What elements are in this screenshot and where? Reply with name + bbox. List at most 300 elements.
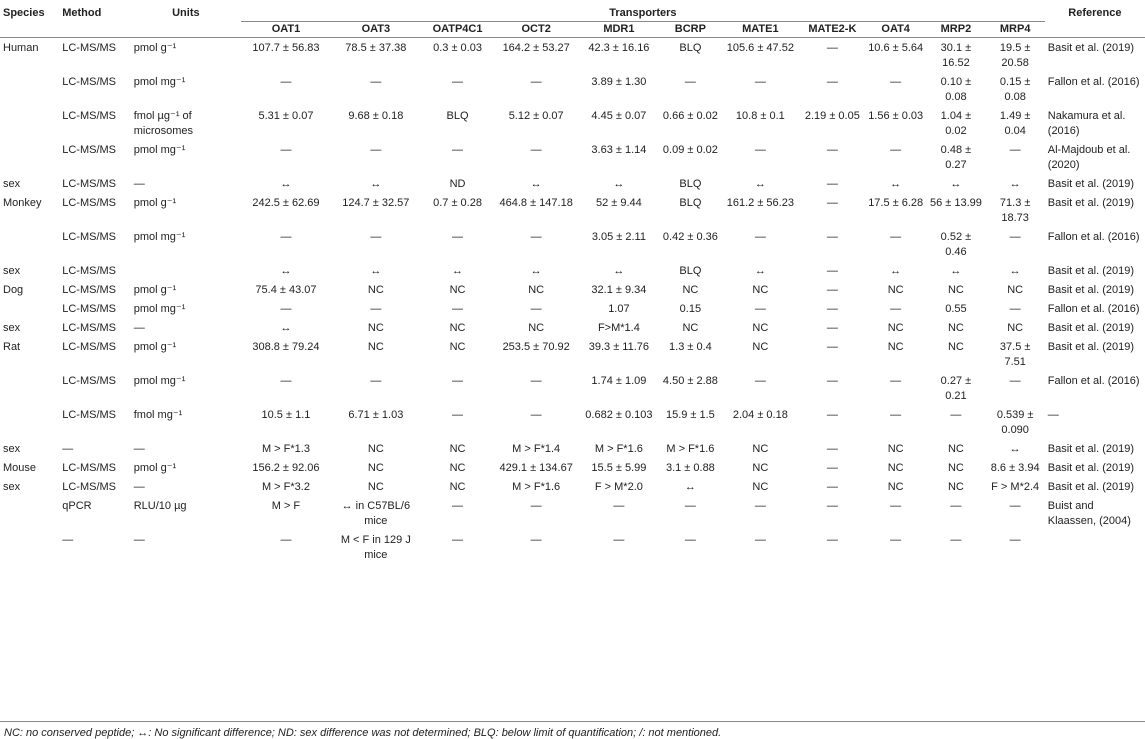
cell-value: ↔ [530,178,542,190]
cell-value: 71.3 ± 18.73 [999,197,1031,224]
cell-value: — [1009,231,1021,243]
cell-value: F > M*2.0 [594,481,643,493]
cell-reference: Fallon et al. (2016) [1047,375,1140,387]
cell-method: LC-MS/MS [62,284,117,296]
cell-value: — [826,197,838,209]
cell-value: M > F*1.6 [594,443,643,455]
table-row [0,371,1145,405]
cell-method: LC-MS/MS [62,481,117,493]
cell-value: ↔ [890,178,902,190]
cell-value: — [826,42,838,54]
cell-method: LC-MS/MS [62,303,117,315]
cell-value: — [280,534,292,546]
table-row [0,280,1145,299]
cell-value: — [754,76,766,88]
cell-value: NC [367,443,384,455]
cell-value: NC [752,284,769,296]
cell-value: ↔ [1009,178,1021,190]
cell-value: — [826,76,838,88]
cell-value: — [370,231,382,243]
cell-value: F>M*1.4 [597,322,640,334]
cell-value: — [754,231,766,243]
header-units: Units [172,7,200,19]
cell-value: — [530,76,542,88]
cell-value: NC [752,481,769,493]
cell-species: sex [3,322,21,334]
cell-value: ↔ [950,178,962,190]
cell-value: 0.09 ± 0.02 [662,144,718,156]
cell-value: — [370,76,382,88]
cell-value: — [370,375,382,387]
cell-value: — [280,76,292,88]
cell-value: NC [449,462,466,474]
cell-method: LC-MS/MS [62,375,117,387]
cell-value: — [890,303,902,315]
cell-value: ↔ [530,265,542,277]
cell-value: — [826,481,838,493]
cell-reference: — [1047,409,1059,421]
header-transporters: Transporters [241,6,1045,22]
cell-method: — [62,443,74,455]
cell-value: NC [947,481,964,493]
cell-value: ↔ [280,265,292,277]
cell-value: NC [682,284,699,296]
cell-value: — [826,443,838,455]
cell-units: — [133,534,145,546]
cell-value: NC [367,284,384,296]
cell-units [131,261,241,280]
table-row [0,174,1145,193]
cell-value: ↔ [370,178,382,190]
cell-method: LC-MS/MS [62,110,117,122]
cell-value: M > F [271,500,301,512]
cell-value: 5.31 ± 0.07 [258,110,314,122]
cell-units: pmol mg⁻¹ [133,144,186,156]
cell-value: M > F*1.3 [261,443,310,455]
cell-value: 0.7 ± 0.28 [433,197,482,209]
header-col-oat3: OAT3 [361,23,391,35]
cell-units: — [133,178,145,190]
cell-value: — [826,284,838,296]
cell-reference: Basit et al. (2019) [1047,265,1134,277]
cell-value: ↔ [1009,443,1021,455]
cell-reference: Al-Majdoub et al. (2020) [1047,144,1131,171]
cell-value: — [1009,534,1021,546]
cell-value: NC [887,284,904,296]
cell-value: — [754,534,766,546]
cell-species: sex [3,481,21,493]
cell-value: — [890,231,902,243]
table-row [0,439,1145,458]
cell-species [0,140,59,174]
cell-units: — [133,481,145,493]
cell-value: ↔ [613,178,625,190]
cell-value: ↔ [370,265,382,277]
cell-value: 2.19 ± 0.05 [804,110,860,122]
table-row [0,106,1145,140]
cell-reference [1045,530,1145,564]
cell-method: LC-MS/MS [62,231,117,243]
cell-value: 464.8 ± 147.18 [499,197,573,209]
table-row [0,261,1145,280]
cell-value: — [890,500,902,512]
cell-species [0,106,59,140]
cell-value: ↔ [754,178,766,190]
cell-value: 0.42 ± 0.36 [662,231,718,243]
cell-value: — [530,534,542,546]
cell-value: NC [449,341,466,353]
cell-value: 0.15 ± 0.08 [999,76,1031,103]
cell-units: RLU/10 µg [133,500,187,512]
cell-value: — [826,409,838,421]
cell-method: LC-MS/MS [62,76,117,88]
cell-units: pmol g⁻¹ [133,42,177,54]
cell-value: — [890,534,902,546]
cell-value: ↔ [452,265,464,277]
cell-value: 52 ± 9.44 [596,197,642,209]
table-row [0,38,1145,73]
cell-value: — [452,231,464,243]
cell-species: Dog [3,284,24,296]
cell-value: 156.2 ± 92.06 [252,462,320,474]
cell-value: — [1009,303,1021,315]
cell-species [0,405,59,439]
cell-value: 0.55 [945,303,967,315]
cell-value: 0.682 ± 0.103 [585,409,653,421]
cell-value: NC [449,481,466,493]
cell-method: LC-MS/MS [62,197,117,209]
cell-value: 1.3 ± 0.4 [669,341,712,353]
cell-species [0,371,59,405]
table-row [0,140,1145,174]
cell-units: pmol g⁻¹ [133,341,177,353]
cell-units: pmol g⁻¹ [133,284,177,296]
header-col-oat4: OAT4 [881,23,910,35]
table-row [0,458,1145,477]
header-col-oatp4c1: OATP4C1 [432,23,483,35]
cell-method: LC-MS/MS [62,341,117,353]
cell-value: ↔ [1009,265,1021,277]
cell-value: — [950,534,962,546]
cell-value: 8.6 ± 3.94 [990,462,1040,474]
cell-species: sex [3,443,21,455]
cell-value: NC [887,462,904,474]
cell-method: LC-MS/MS [62,265,117,277]
cell-value: M > F*1.4 [512,443,561,455]
cell-value: — [826,303,838,315]
cell-value: 3.1 ± 0.88 [665,462,715,474]
cell-value: 4.50 ± 2.88 [662,375,718,387]
cell-value: NC [752,443,769,455]
cell-value: — [452,76,464,88]
cell-value: — [280,231,292,243]
header-row-2 [0,22,1145,38]
cell-value: 308.8 ± 79.24 [252,341,320,353]
header-col-mdr1: MDR1 [603,23,635,35]
cell-species [0,496,59,530]
cell-value: 4.45 ± 0.07 [591,110,647,122]
cell-value: NC [947,341,964,353]
cell-units: pmol mg⁻¹ [133,231,186,243]
cell-value: — [890,375,902,387]
cell-value: — [826,144,838,156]
cell-value: — [530,231,542,243]
table-row [0,318,1145,337]
cell-value: NC [887,322,904,334]
cell-value: 75.4 ± 43.07 [255,284,317,296]
cell-value: M > F*1.6 [666,443,715,455]
header-col-mrp2: MRP2 [940,23,972,35]
cell-value: — [452,375,464,387]
cell-reference: Buist and Klaassen, (2004) [1047,500,1131,527]
cell-value: — [826,534,838,546]
cell-value: NC [367,341,384,353]
cell-method: LC-MS/MS [62,144,117,156]
table-body [0,38,1145,565]
cell-value: 9.68 ± 0.18 [348,110,404,122]
cell-value: NC [947,284,964,296]
cell-value: — [1009,375,1021,387]
cell-value: — [1009,500,1021,512]
cell-value: BLQ [679,42,702,54]
header-species: Species [3,7,45,19]
cell-value: NC [367,481,384,493]
cell-value: M > F*1.6 [512,481,561,493]
cell-value: 0.27 ± 0.21 [940,375,972,402]
cell-value: NC [947,322,964,334]
cell-value: 56 ± 13.99 [929,197,982,209]
cell-value: 17.5 ± 6.28 [868,197,924,209]
header-col-mate1: MATE1 [742,23,779,35]
cell-reference: Fallon et al. (2016) [1047,76,1140,88]
cell-value: 6.71 ± 1.03 [348,409,404,421]
cell-species [0,72,59,106]
cell-reference: Fallon et al. (2016) [1047,231,1140,243]
cell-units: pmol mg⁻¹ [133,76,186,88]
cell-value: — [754,375,766,387]
cell-value: — [950,409,962,421]
header-col-oat1: OAT1 [271,23,301,35]
cell-value: NC [682,322,699,334]
cell-value: — [754,144,766,156]
cell-value: 37.5 ± 7.51 [999,341,1031,368]
cell-value: ↔ in C57BL/6 mice [341,500,411,527]
cell-species: Monkey [3,197,42,209]
cell-units: — [133,443,145,455]
cell-reference: Basit et al. (2019) [1047,42,1134,54]
cell-value: F > M*2.4 [991,481,1040,493]
cell-value: ↔ [613,265,625,277]
cell-value: 0.48 ± 0.27 [940,144,972,171]
cell-value: NC [449,443,466,455]
cell-value: 3.63 ± 1.14 [591,144,647,156]
cell-value: — [530,144,542,156]
cell-value: 0.539 ± 0.090 [996,409,1034,436]
cell-value: — [754,500,766,512]
table-row [0,477,1145,496]
cell-value: — [530,303,542,315]
cell-value: 3.05 ± 2.11 [591,231,646,243]
cell-value: ND [449,178,466,190]
cell-value: NC [528,322,545,334]
cell-value: — [452,409,464,421]
cell-value: 15.5 ± 5.99 [591,462,647,474]
cell-value: 30.1 ± 16.52 [940,42,972,69]
cell-value: 42.3 ± 16.16 [588,42,650,54]
cell-value: 124.7 ± 32.57 [342,197,410,209]
cell-reference: Basit et al. (2019) [1047,443,1134,455]
header-col-mrp4: MRP4 [999,23,1031,35]
table-row [0,337,1145,371]
cell-value: 429.1 ± 134.67 [499,462,573,474]
cell-species: Human [3,42,39,54]
table-row [0,530,1145,564]
table-footnote: NC: no conserved peptide; ↔: No significant difference; ND: sex difference was not determined; BLQ: below limit of quantification; /: not mentioned. [0,721,1145,739]
cell-value: 2.04 ± 0.18 [732,409,788,421]
cell-units: fmol mg⁻¹ [133,409,183,421]
cell-method: LC-MS/MS [62,409,117,421]
cell-species: sex [3,178,21,190]
cell-value: NC [752,462,769,474]
cell-value: 164.2 ± 53.27 [502,42,570,54]
transporter-table [0,6,1145,564]
cell-value: — [280,303,292,315]
cell-value: NC [528,284,545,296]
cell-reference: Basit et al. (2019) [1047,178,1134,190]
cell-value: 1.04 ± 0.02 [940,110,972,137]
cell-value: 10.5 ± 1.1 [261,409,311,421]
cell-method: — [62,534,74,546]
cell-value: 5.12 ± 0.07 [508,110,564,122]
cell-units: pmol g⁻¹ [133,197,177,209]
cell-value: — [826,341,838,353]
cell-value: — [826,265,838,277]
cell-units: pmol mg⁻¹ [133,375,186,387]
cell-value: 78.5 ± 37.38 [345,42,407,54]
cell-value: NC [367,462,384,474]
cell-reference: Basit et al. (2019) [1047,481,1134,493]
cell-value: 39.3 ± 11.76 [588,341,650,353]
cell-value: ↔ [280,178,292,190]
cell-species [0,227,59,261]
cell-value: — [452,303,464,315]
header-col-oct2: OCT2 [521,23,551,35]
header-col-mate2-k: MATE2-K [808,23,857,35]
cell-value: — [826,231,838,243]
cell-value: ↔ [890,265,902,277]
table-row [0,496,1145,530]
cell-value: BLQ [679,178,702,190]
cell-value: NC [887,443,904,455]
cell-reference: Basit et al. (2019) [1047,341,1134,353]
cell-value: — [530,500,542,512]
cell-units: fmol µg⁻¹ of microsomes [133,110,194,137]
cell-value: NC [367,322,384,334]
cell-value: NC [752,322,769,334]
cell-reference: Basit et al. (2019) [1047,462,1134,474]
cell-value: M > F*3.2 [261,481,310,493]
cell-units: pmol g⁻¹ [133,462,177,474]
cell-value: BLQ [679,197,702,209]
header-method: Method [62,7,102,19]
cell-value: NC [1007,284,1024,296]
cell-value: — [826,322,838,334]
cell-value: 15.9 ± 1.5 [665,409,715,421]
cell-value: — [684,500,696,512]
header-row-1 [0,6,1145,22]
header-col-bcrp: BCRP [674,23,706,35]
cell-value: — [613,500,625,512]
cell-species [0,530,59,564]
cell-method: LC-MS/MS [62,42,117,54]
cell-value: 0.3 ± 0.03 [433,42,482,54]
cell-reference: Nakamura et al. (2016) [1047,110,1126,137]
cell-value: ↔ [280,322,292,334]
table-row [0,405,1145,439]
cell-value: — [684,534,696,546]
cell-value: — [890,144,902,156]
cell-value: 105.6 ± 47.52 [726,42,794,54]
cell-value: ↔ [950,265,962,277]
cell-value: — [1009,144,1021,156]
cell-value: 1.07 [608,303,630,315]
cell-value: 242.5 ± 62.69 [252,197,320,209]
cell-value: NC [887,481,904,493]
cell-value: 10.8 ± 0.1 [735,110,785,122]
cell-value: NC [947,443,964,455]
cell-units: pmol mg⁻¹ [133,303,186,315]
cell-value: 0.66 ± 0.02 [662,110,718,122]
cell-value: 19.5 ± 20.58 [999,42,1031,69]
cell-value: 107.7 ± 56.83 [252,42,320,54]
cell-value: BLQ [679,265,702,277]
cell-value: ↔ [754,265,766,277]
cell-value: NC [887,341,904,353]
cell-value: — [890,409,902,421]
cell-value: 161.2 ± 56.23 [726,197,794,209]
cell-value: NC [449,284,466,296]
cell-method: LC-MS/MS [62,178,117,190]
cell-value: NC [1007,322,1024,334]
cell-value: — [530,375,542,387]
cell-method: LC-MS/MS [62,322,117,334]
cell-method: qPCR [62,500,92,512]
cell-species: Mouse [3,462,37,474]
table-row [0,227,1145,261]
cell-reference: Basit et al. (2019) [1047,284,1134,296]
cell-value: 1.74 ± 1.09 [591,375,647,387]
cell-value: — [452,500,464,512]
table-row [0,299,1145,318]
cell-value: 253.5 ± 70.92 [502,341,570,353]
cell-value: — [826,375,838,387]
cell-value: — [370,303,382,315]
cell-value: BLQ [446,110,469,122]
cell-species [0,299,59,318]
cell-value: NC [947,462,964,474]
cell-reference: Fallon et al. (2016) [1047,303,1140,315]
cell-value: — [826,462,838,474]
cell-value: NC [752,341,769,353]
cell-value: 1.56 ± 0.03 [868,110,924,122]
cell-species: Rat [3,341,21,353]
cell-value: 3.89 ± 1.30 [591,76,647,88]
cell-value: — [826,178,838,190]
cell-value: 0.15 [679,303,702,315]
cell-value: 10.6 ± 5.64 [868,42,924,54]
cell-value: 1.49 ± 0.04 [999,110,1031,137]
cell-value: — [754,303,766,315]
